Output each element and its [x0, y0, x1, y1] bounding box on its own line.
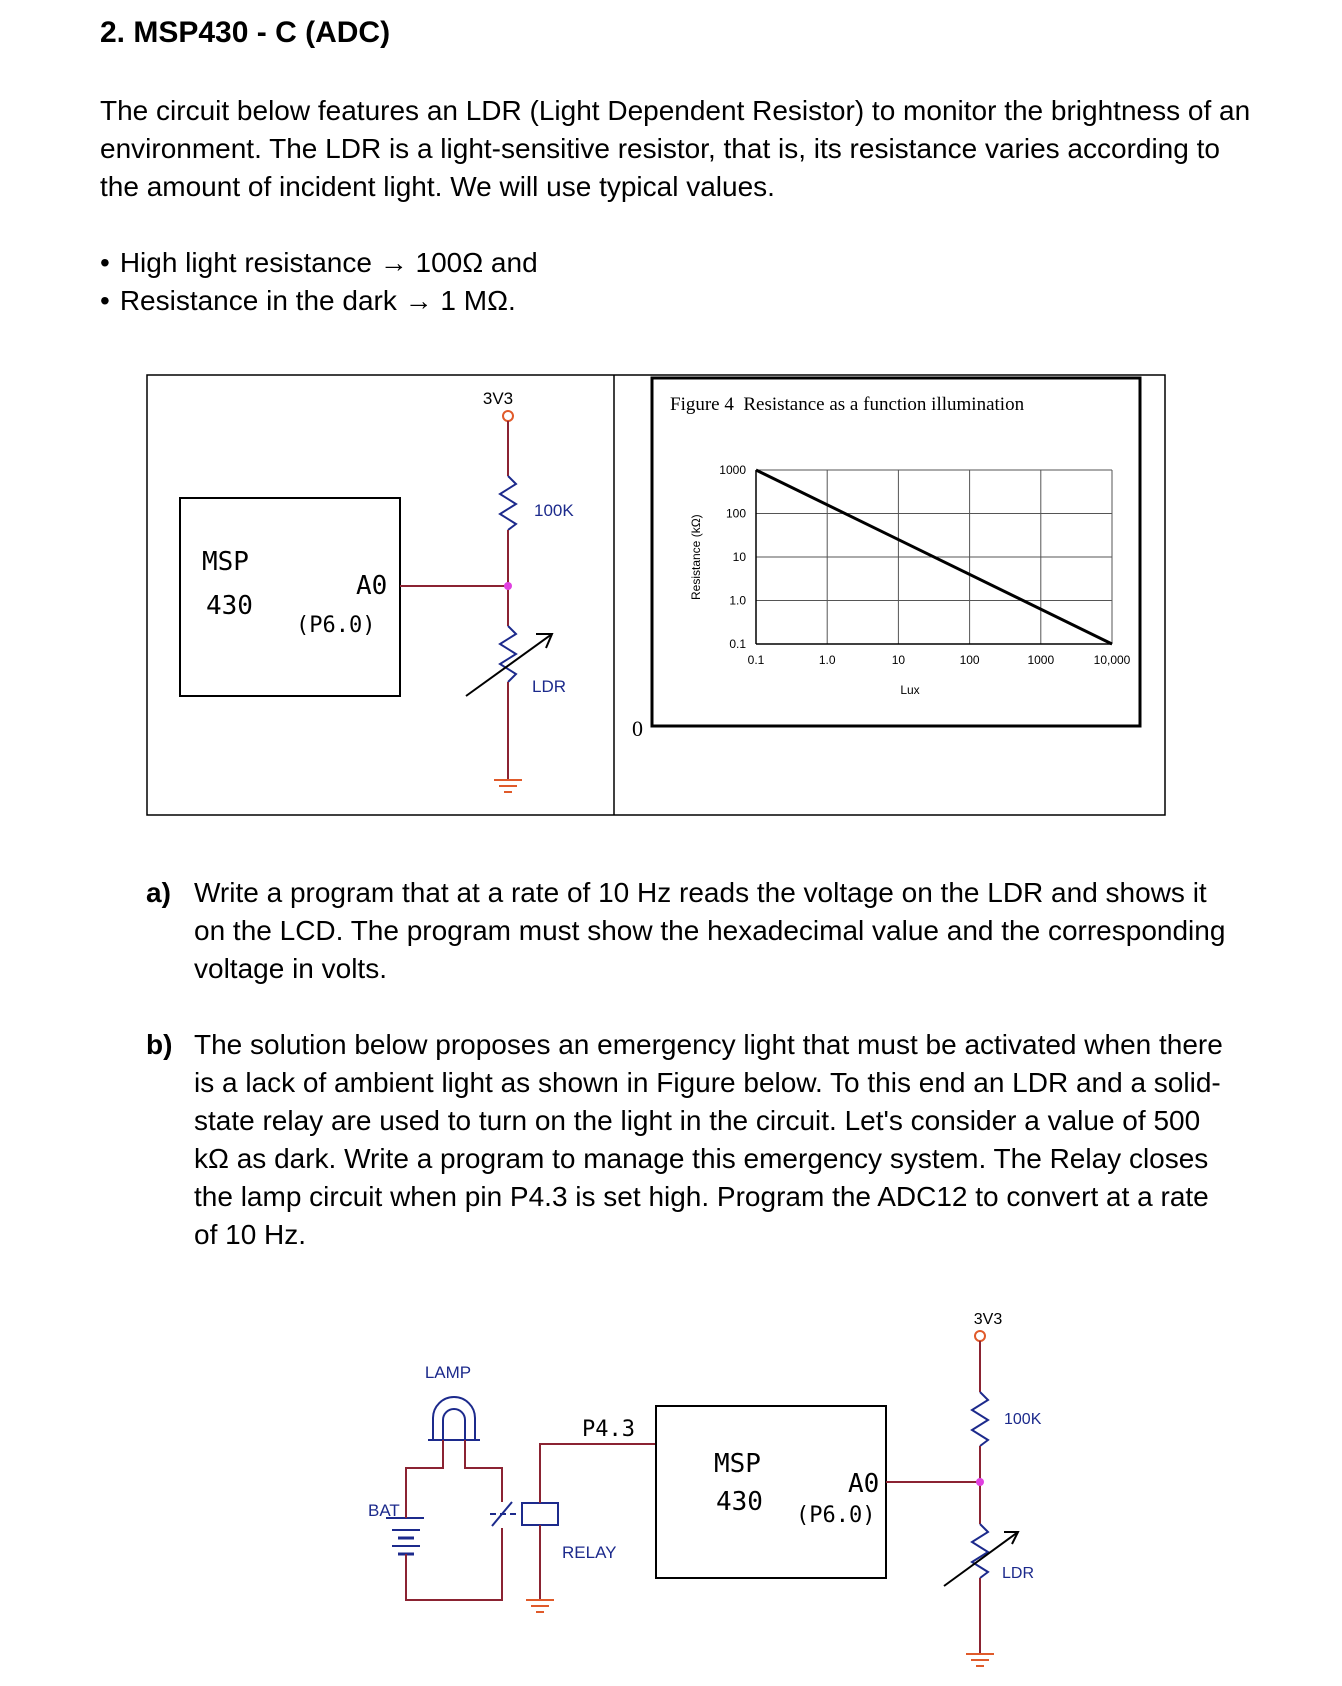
list-item: • Resistance in the dark → 1 MΩ.	[100, 282, 538, 320]
chart-y-ticks	[719, 463, 746, 651]
msp-label-2: MSP	[714, 1449, 761, 1479]
pin-port-label-2: (P6.0)	[796, 1503, 876, 1528]
ldr-label: LDR	[532, 677, 567, 696]
question-a-label: a)	[146, 877, 171, 908]
y-tick-label: 0.1	[729, 637, 746, 651]
pin-port-label: (P6.0)	[296, 613, 376, 638]
chart-title: Figure 4 Resistance as a function illumination	[670, 394, 1025, 415]
y-tick-label: 1.0	[729, 593, 746, 608]
panel-zero-label: 0	[632, 716, 643, 741]
x-tick-label: 10	[891, 653, 906, 667]
y-tick-label: 10	[732, 550, 746, 564]
question-b-label: b)	[146, 1029, 173, 1060]
relay-label: RELAY	[562, 1543, 617, 1562]
y-tick-label: 1000	[719, 463, 746, 477]
msp-label: MSP	[202, 547, 249, 577]
x-tick-label: 0.1	[747, 653, 765, 667]
resistance-chart	[632, 378, 1140, 741]
supply-label: 3V3	[482, 389, 514, 408]
circuit-emergency-light	[368, 1311, 1042, 1666]
intro-paragraph: The circuit below features an LDR (Light Dependent Resistor) to monitor the brightness of an environment. The LDR is a light-sensitive resistor, that is, its resistance varies according to the amount of incident light. We will use typical values.	[100, 95, 1251, 202]
pin-a0-label-2: A0	[848, 1469, 880, 1499]
y-tick-label: 100	[725, 506, 746, 521]
lamp-left-wire	[406, 1440, 443, 1500]
junction-node-2	[976, 1478, 984, 1486]
resistor-100k	[500, 476, 516, 530]
battery-return-wire	[406, 1528, 502, 1600]
ldr-resistor-2	[972, 1524, 988, 1578]
lamp-filament	[443, 1409, 465, 1440]
lamp-icon	[433, 1397, 475, 1440]
supply-terminal	[503, 411, 513, 421]
relay-pin-label: P4.3	[582, 1417, 635, 1442]
x-tick-label: 10,000	[1093, 653, 1131, 667]
ldr-label-2: LDR	[1002, 1565, 1035, 1582]
relay-coil	[522, 1503, 558, 1525]
question-b	[146, 1026, 1226, 1254]
x-tick-label: 1.0	[818, 653, 836, 667]
junction-node	[504, 582, 512, 590]
page-title: 2. MSP430 - C (ADC)	[100, 16, 391, 49]
question-b-text: The solution below proposes an emergency light that must be activated when there is a lack of ambient light as shown in Figure below. To this end an LDR and a solid-state relay are used to turn on the light in the circuit. Let's consider a value of 500 kΩ as dark. Write a program to manage this emergency system. The Relay closes the lamp circuit when pin P4.3 is set high. Program the ADC12 to convert at a rate of 10 Hz.	[194, 1029, 1223, 1250]
chart-ylabel: Resistance (kΩ)	[689, 514, 703, 600]
battery-label: BAT	[368, 1501, 400, 1520]
msp-number-label-2: 430	[716, 1487, 763, 1517]
pin-a0-label: A0	[356, 571, 388, 601]
circuit-ldr-divider	[180, 389, 574, 792]
x-tick-label: 1000	[1027, 653, 1055, 667]
resistor-100k-2	[972, 1392, 988, 1446]
lamp-label: LAMP	[424, 1363, 472, 1382]
ground-symbol-2	[966, 1654, 994, 1666]
chart-frame	[652, 378, 1140, 726]
chart-x-ticks	[748, 653, 1131, 667]
ground-symbol	[494, 780, 522, 792]
ldr-resistor	[500, 626, 516, 682]
msp-number-label: 430	[206, 591, 253, 621]
question-a-text: Write a program that at a rate of 10 Hz reads the voltage on the LDR and shows it on the LCD. The program must show the hexadecimal value and the corresponding voltage in volts.	[194, 877, 1226, 984]
resistor-label: 100K	[534, 501, 574, 520]
relay-ground-symbol	[526, 1600, 554, 1612]
relay-control-wire	[540, 1444, 656, 1503]
chart-xlabel: Lux	[900, 683, 920, 697]
lamp-right-wire	[465, 1440, 502, 1502]
resistor-label-2: 100K	[1004, 1411, 1042, 1428]
x-tick-label: 100	[959, 653, 980, 667]
question-a	[146, 874, 1226, 988]
supply-terminal-2	[975, 1331, 985, 1341]
list-item: • High light resistance → 100Ω and	[100, 244, 538, 282]
supply-label-2: 3V3	[973, 1311, 1003, 1328]
